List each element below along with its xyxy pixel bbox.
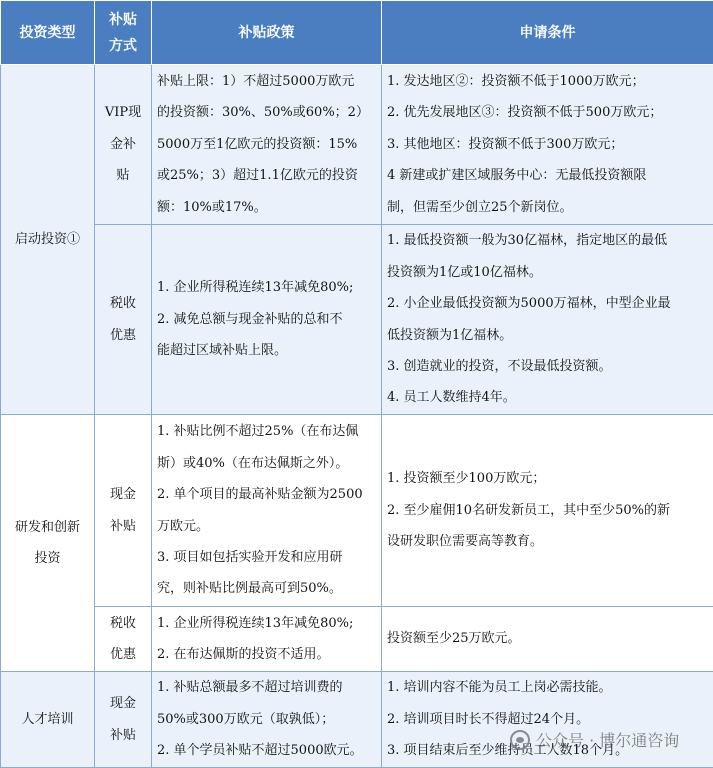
policy-training-cash: 1. 补贴总额最多不超过培训费的 50%或300万欧元（取孰低）； 2. 单个学员补贴不超过5000欧元。 [152, 672, 382, 768]
conditions-rd-cash: 1. 投资额至少100万欧元； 2. 至少雇佣10名研发新员工，其中至少50%的新 设研发职位需要高等教育。 [382, 415, 713, 607]
table-row [1, 672, 713, 768]
policy-rd-cash: 1. 补贴比例不超过25%（在布达佩 斯）或40%（在布达佩斯之外）。 2. 单个项目的最高补贴金额为2500 万欧元。 3. 项目如包括实验开发和应用研 究，则补贴比例最高可到50%。 [152, 415, 382, 607]
category-rd: 研发和创新 投资 [1, 415, 95, 672]
mode-startup-tax: 税收 优惠 [95, 225, 152, 415]
mode-vip-cash: VIP现 金补 贴 [95, 65, 152, 225]
policy-vip-cash: 补贴上限：1）不超过5000万欧元 的投资额：30%、50%或60%；2） 5000万至1亿欧元的投资额：15% 或25%；3）超过1.1亿欧元的投资 额：10%或17%。 [152, 65, 382, 225]
watermark-text: 公众号 · 博尔通咨询 [536, 728, 679, 751]
conditions-vip-cash: 1. 发达地区②：投资额不低于1000万欧元； 2. 优先发展地区③：投资额不低于500万欧元； 3. 其他地区：投资额不低于300万欧元； 4 新建或扩建区域服务中心：无最低投资额限 制，但需至少创立25个新岗位。 [382, 65, 713, 225]
header-application-conditions: 申请条件 [382, 1, 713, 65]
conditions-training-cash: 1. 培训内容不能为员工上岗必需技能。 2. 培训项目时长不得超过24个月。 3. 项目结束后至少维持员工人数18个月。 [382, 672, 713, 768]
wechat-logo-icon [510, 730, 530, 750]
watermark [510, 728, 679, 751]
header-subsidy-mode: 补贴 方式 [95, 1, 152, 65]
table-row [1, 225, 713, 415]
conditions-startup-tax: 1. 最低投资额一般为30亿福林，指定地区的最低 投资额为1亿或10亿福林。 2. 小企业最低投资额为5000万福林，中型企业最 低投资额为1亿福林。 3. 创造就业的投资，不设最低投资额。 4. 员工人数维持4年。 [382, 225, 713, 415]
policy-startup-tax: 1. 企业所得税连续13年减免80%; 2. 减免总额与现金补贴的总和不 能超过区域补贴上限。 [152, 225, 382, 415]
mode-training-cash: 现金 补贴 [95, 672, 152, 768]
header-subsidy-policy: 补贴政策 [152, 1, 382, 65]
policy-rd-tax: 1. 企业所得税连续13年减免80%; 2. 在布达佩斯的投资不适用。 [152, 607, 382, 672]
conditions-rd-tax: 投资额至少25万欧元。 [382, 607, 713, 672]
category-startup: 启动投资① [1, 65, 95, 415]
table-row [1, 607, 713, 672]
mode-rd-cash: 现金 补贴 [95, 415, 152, 607]
header-row [1, 1, 713, 65]
table-row [1, 65, 713, 225]
category-training: 人才培训 [1, 672, 95, 768]
mode-rd-tax: 税收 优惠 [95, 607, 152, 672]
header-investment-type: 投资类型 [1, 1, 95, 65]
table-row [1, 415, 713, 607]
